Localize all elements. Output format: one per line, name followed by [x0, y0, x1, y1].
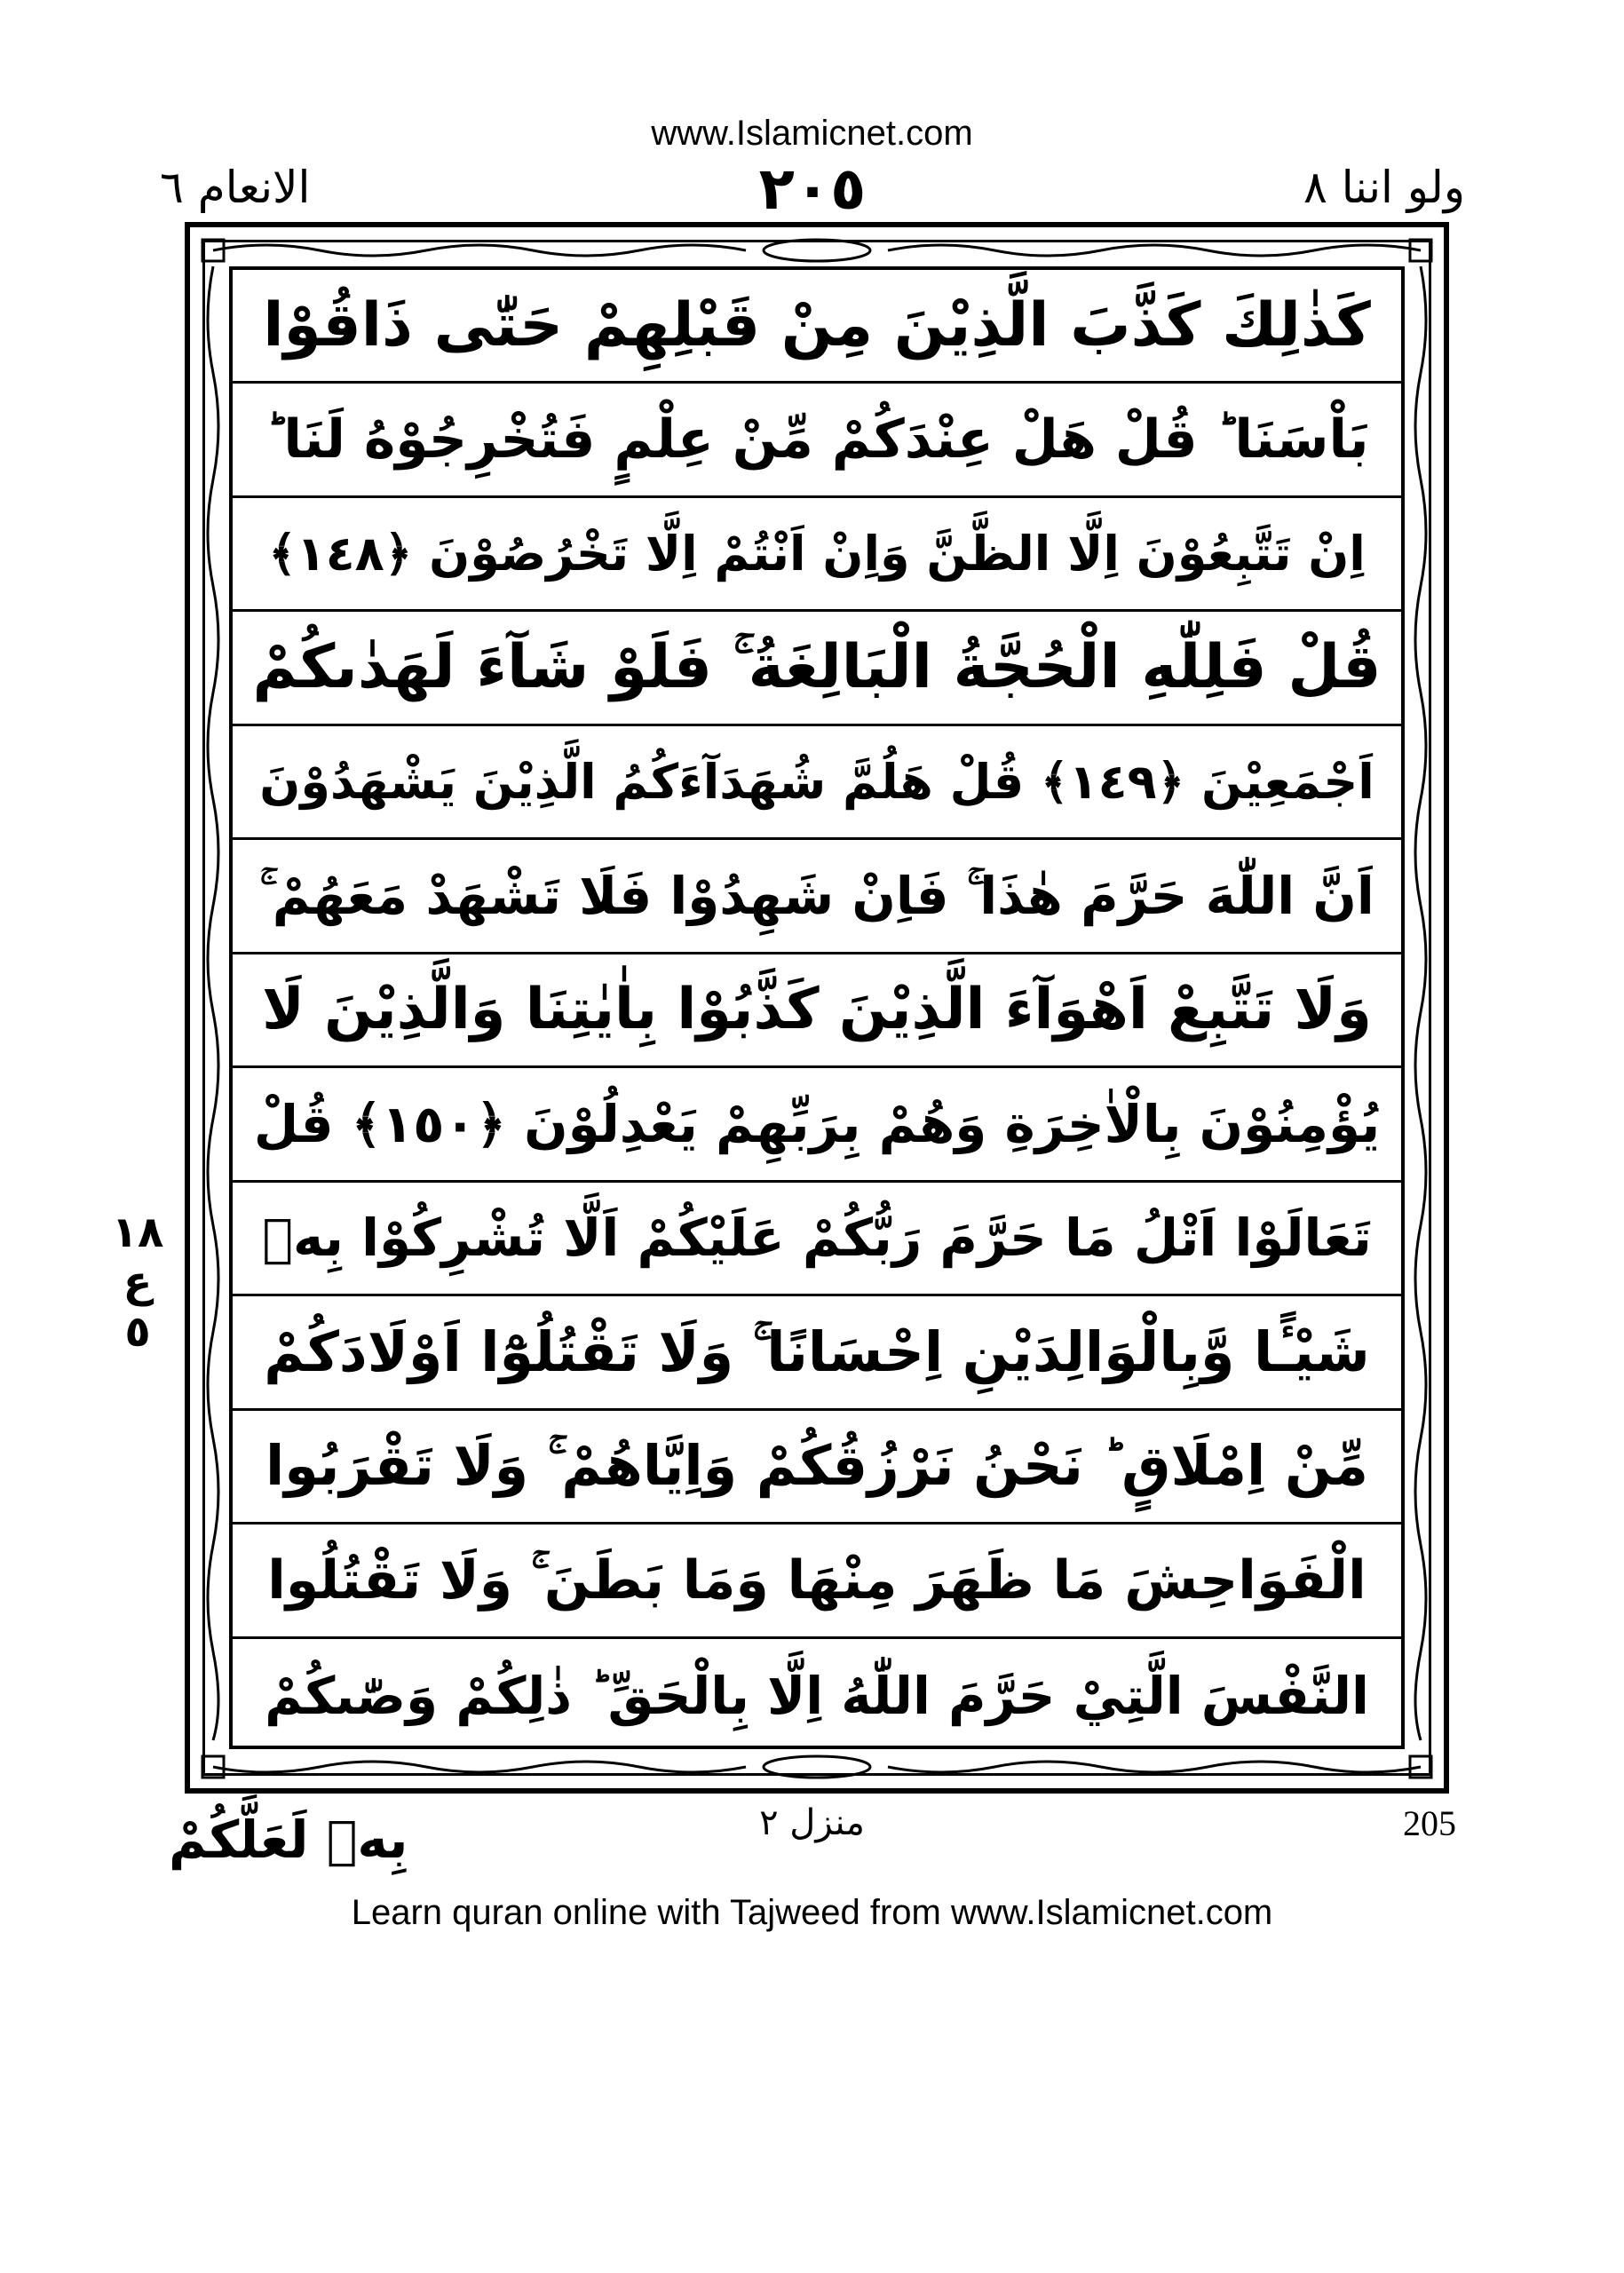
verse-line	[233, 1296, 1401, 1410]
verse-line	[233, 498, 1401, 612]
footer-promo: Learn quran online with Tajweed from www.Islamicnet.com	[351, 1893, 1273, 1932]
verse-line	[233, 612, 1401, 725]
site-url: www.Islamicnet.com	[651, 114, 973, 153]
verse-text: شَيْـًٔا وَّبِالْوَالِدَيْنِ اِحْسَانًا ۚ وَلَا تَقْتُلُوْٓا اَوْلَادَكُمْ	[264, 1319, 1370, 1384]
verse-text: مِّنْ اِمْلَاقٍ ؕ نَحْنُ نَرْزُقُكُمْ وَاِيَّاهُمْ ۚ وَلَا تَقْرَبُوا	[265, 1433, 1369, 1499]
verse-text: اَجْمَعِيْنَ ﴿١٤٩﴾ قُلْ هَلُمَّ شُهَدَآءَكُمُ الَّذِيْنَ يَشْهَدُوْنَ	[259, 754, 1374, 811]
verse-line	[233, 270, 1401, 384]
verse-text: اَنَّ اللّٰهَ حَرَّمَ هٰذَا ۚ فَاِنْ شَهِدُوْا فَلَا تَشْهَدْ مَعَهُمْ ۚ	[259, 865, 1374, 926]
verse-text: تَعَالَوْا اَتْلُ مَا حَرَّمَ رَبُّكُمْ عَلَيْكُمْ اَلَّا تُشْرِكُوْا بِهٖ	[262, 1208, 1372, 1269]
surah-title: الانعام ٦	[160, 162, 311, 213]
verse-line	[233, 954, 1401, 1068]
verse-text: الْفَوَاحِشَ مَا ظَهَرَ مِنْهَا وَمَا بَطَنَ ۚ وَلَا تَقْتُلُوا	[267, 1548, 1367, 1612]
ruku-count: ٥	[124, 1307, 151, 1357]
verse-text: وَلَا تَتَّبِعْ اَهْوَآءَ الَّذِيْنَ كَذَّبُوْا بِاٰيٰتِنَا وَالَّذِيْنَ لَا	[262, 977, 1372, 1043]
ruku-marker	[111, 1208, 164, 1357]
verse-panel	[229, 266, 1405, 1749]
ruku-number: ١٨	[111, 1208, 164, 1257]
verse-line	[233, 1411, 1401, 1525]
verse-line	[233, 726, 1401, 840]
verse-text: يُؤْمِنُوْنَ بِالْاٰخِرَةِ وَهُمْ بِرَبِّهِمْ يَعْدِلُوْنَ ﴿١٥٠﴾ قُلْ	[253, 1093, 1381, 1154]
verse-text: النَّفْسَ الَّتِيْ حَرَّمَ اللّٰهُ اِلَّا بِالْحَقِّ ؕ ذٰلِكُمْ وَصّٰىكُمْ	[265, 1665, 1369, 1726]
verse-text: كَذٰلِكَ كَذَّبَ الَّذِيْنَ مِنْ قَبْلِهِمْ حَتّٰى ذَاقُوْا	[263, 290, 1371, 361]
ruku-sign: ع	[123, 1257, 153, 1307]
verse-line	[233, 840, 1401, 954]
catchword: بِهٖ لَعَلَّكُمْ	[169, 1810, 408, 1870]
verse-text: بَاْسَنَا ؕ قُلْ هَلْ عِنْدَكُمْ مِّنْ عِلْمٍ فَتُخْرِجُوْهُ لَنَا ؕ	[265, 408, 1369, 471]
verse-line	[233, 1639, 1401, 1753]
verse-text: اِنْ تَتَّبِعُوْنَ اِلَّا الظَّنَّ وَاِنْ اَنْتُمْ اِلَّا تَخْرُصُوْنَ ﴿١٤٨﴾	[268, 526, 1366, 582]
verse-line	[233, 1525, 1401, 1638]
manzil-label: منزل ٢	[759, 1802, 865, 1843]
verse-line	[233, 1183, 1401, 1296]
verse-line	[233, 1068, 1401, 1182]
page-number: 205	[1403, 1803, 1456, 1843]
verse-text: قُلْ فَلِلّٰهِ الْحُجَّةُ الْبَالِغَةُ ۚ فَلَوْ شَآءَ لَهَدٰىكُمْ	[252, 632, 1382, 703]
verse-line	[233, 384, 1401, 497]
juz-title: ولو اننا ٨	[1303, 162, 1465, 213]
page-number-arabic: ٢٠٥	[758, 154, 867, 223]
